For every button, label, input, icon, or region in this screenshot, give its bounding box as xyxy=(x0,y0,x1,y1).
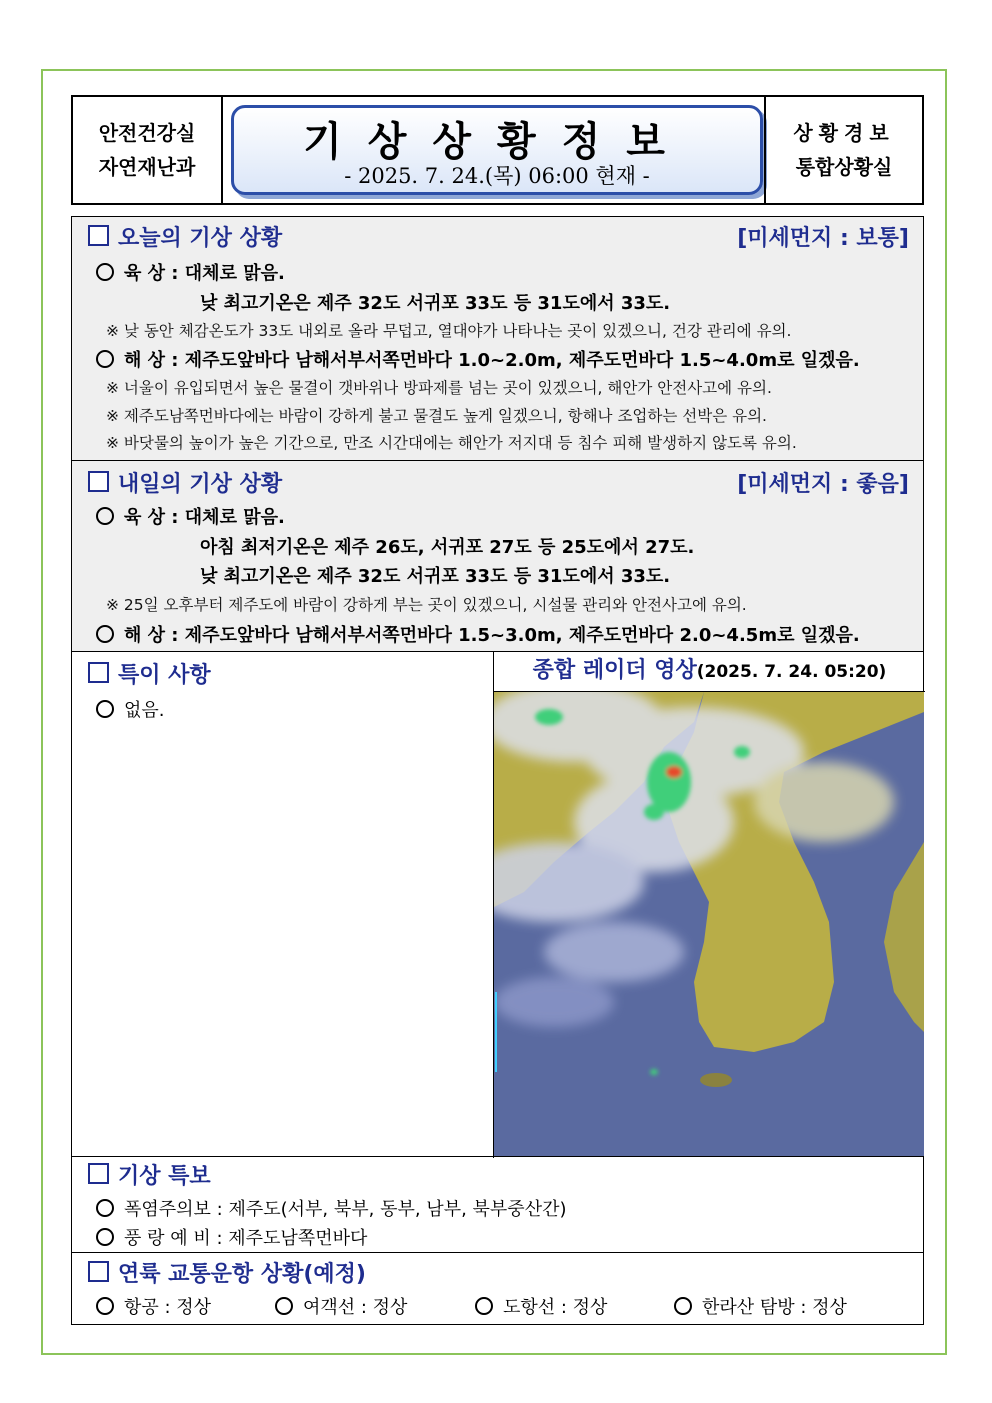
tomorrow-land-line xyxy=(96,503,285,529)
circle-bullet-icon xyxy=(96,1228,114,1246)
circle-bullet-icon xyxy=(96,1297,114,1315)
radar-timestamp: (2025. 7. 24. 05:20) xyxy=(696,662,887,682)
today-land-temp: 낮 최고기온은 제주 32도 서귀포 33도 등 31도에서 33도. xyxy=(200,293,671,314)
traffic-item-ferry: 여객선 : 정상 xyxy=(275,1293,407,1319)
warning-item-2 xyxy=(96,1224,367,1250)
department-line-2: 자연재난과 xyxy=(98,155,196,179)
checkbox-icon xyxy=(88,1261,109,1282)
circle-bullet-icon xyxy=(96,263,114,281)
circle-bullet-icon xyxy=(96,350,114,368)
circle-bullet-icon xyxy=(674,1297,692,1315)
today-heading-text: 오늘의 기상 상황 xyxy=(118,226,283,251)
office-line-1: 상황경보 xyxy=(793,121,895,145)
radar-image xyxy=(493,692,924,1156)
tomorrow-sea-value: 제주도앞바다 남해서부서쪽먼바다 1.5~3.0m, 제주도먼바다 2.0~4.5m로 일겠음. xyxy=(184,625,860,646)
radar-title-text: 종합 레이더 영상 xyxy=(532,658,697,683)
special-heading-text: 특이 사항 xyxy=(118,663,211,688)
page-title: 기상상황정보 xyxy=(303,118,691,165)
tomorrow-sea-line xyxy=(96,621,860,647)
tomorrow-temp-max: 낮 최고기온은 제주 32도 서귀포 33도 등 31도에서 33도. xyxy=(200,566,671,587)
department-line-1: 안전건강실 xyxy=(98,121,196,145)
tomorrow-heading xyxy=(88,467,282,498)
warnings-heading xyxy=(88,1159,211,1190)
office-block xyxy=(764,97,922,203)
today-note-1: ※ 낮 동안 체감온도가 33도 내외로 올라 무덥고, 열대야가 나타나는 곳이 있겠으니, 건강 관리에 유의. xyxy=(106,322,792,340)
checkbox-icon xyxy=(88,225,109,246)
warnings-heading-text: 기상 특보 xyxy=(118,1164,211,1189)
special-item-text: 없음. xyxy=(124,700,165,721)
tomorrow-sea-label: 해 상 : xyxy=(124,625,179,646)
traffic-item-air: 항공 : 정상 xyxy=(96,1293,211,1319)
checkbox-icon xyxy=(88,662,109,683)
warning-2-label: 풍 랑 예 비 : xyxy=(124,1228,223,1249)
today-sea-label: 해 상 : xyxy=(124,350,179,371)
warning-1-label: 폭염주의보 : xyxy=(124,1199,223,1220)
circle-bullet-icon xyxy=(96,625,114,643)
special-and-radar-section xyxy=(71,651,924,1157)
checkbox-icon xyxy=(88,1163,109,1184)
report-header xyxy=(71,95,924,205)
jeju-island xyxy=(700,1073,732,1087)
special-heading xyxy=(88,658,211,689)
weather-warnings-section xyxy=(71,1156,924,1253)
traffic-section xyxy=(71,1252,924,1325)
department-block xyxy=(73,97,223,203)
office-line-2: 통합상황실 xyxy=(795,155,893,179)
tomorrow-weather-section xyxy=(71,460,924,652)
today-sea-value: 제주도앞바다 남해서부서쪽먼바다 1.0~2.0m, 제주도먼바다 1.5~4.0m로 일겠음. xyxy=(184,350,860,371)
today-land-line xyxy=(96,259,285,285)
traffic-heading xyxy=(88,1257,366,1288)
today-heading xyxy=(88,221,282,252)
tomorrow-temp-min: 아침 최저기온은 제주 26도, 서귀포 27도 등 25도에서 27도. xyxy=(200,537,695,558)
tomorrow-heading-text: 내일의 기상 상황 xyxy=(118,472,283,497)
circle-bullet-icon xyxy=(475,1297,493,1315)
today-dust-status: [미세먼지 : 보통] xyxy=(737,226,909,251)
warning-2-value: 제주도남쪽먼바다 xyxy=(228,1228,368,1249)
traffic-item-island-ferry: 도항선 : 정상 xyxy=(475,1293,607,1319)
report-datetime: - 2025. 7. 24.(목) 06:00 현재 - xyxy=(344,164,650,188)
radar-title xyxy=(493,652,925,692)
tomorrow-dust-status: [미세먼지 : 좋음] xyxy=(737,472,909,497)
today-land-label: 육 상 : xyxy=(124,263,179,284)
circle-bullet-icon xyxy=(96,1199,114,1217)
title-box xyxy=(231,105,763,195)
traffic-item-hallasan: 한라산 탐방 : 정상 xyxy=(674,1293,847,1319)
today-note-3: ※ 제주도남쪽먼바다에는 바람이 강하게 불고 물결도 높게 일겠으니, 항해나 조업하는 선박은 유의. xyxy=(106,407,767,425)
radar-map-svg xyxy=(494,692,924,1156)
warning-item-1 xyxy=(96,1195,567,1221)
tomorrow-note-1: ※ 25일 오후부터 제주도에 바람이 강하게 부는 곳이 있겠으니, 시설물 관리와 안전사고에 유의. xyxy=(106,596,747,614)
today-note-4: ※ 바닷물의 높이가 높은 기간으로, 만조 시간대에는 해안가 저지대 등 침수 피해 발생하지 않도록 유의. xyxy=(106,434,797,452)
circle-bullet-icon xyxy=(275,1297,293,1315)
checkbox-icon xyxy=(88,471,109,492)
today-sea-line xyxy=(96,346,860,372)
circle-bullet-icon xyxy=(96,507,114,525)
today-weather-section xyxy=(71,216,924,461)
special-item xyxy=(96,696,165,722)
traffic-heading-text: 연륙 교통운항 상황(예정) xyxy=(118,1262,366,1287)
today-note-2: ※ 너울이 유입되면서 높은 물결이 갯바위나 방파제를 넘는 곳이 있겠으니, 해안가 안전사고에 유의. xyxy=(106,379,772,397)
circle-bullet-icon xyxy=(96,700,114,718)
warning-1-value: 제주도(서부, 북부, 동부, 남부, 북부중산간) xyxy=(228,1199,567,1220)
tomorrow-land-value: 대체로 맑음. xyxy=(184,507,285,528)
today-land-value: 대체로 맑음. xyxy=(184,263,285,284)
tomorrow-land-label: 육 상 : xyxy=(124,507,179,528)
